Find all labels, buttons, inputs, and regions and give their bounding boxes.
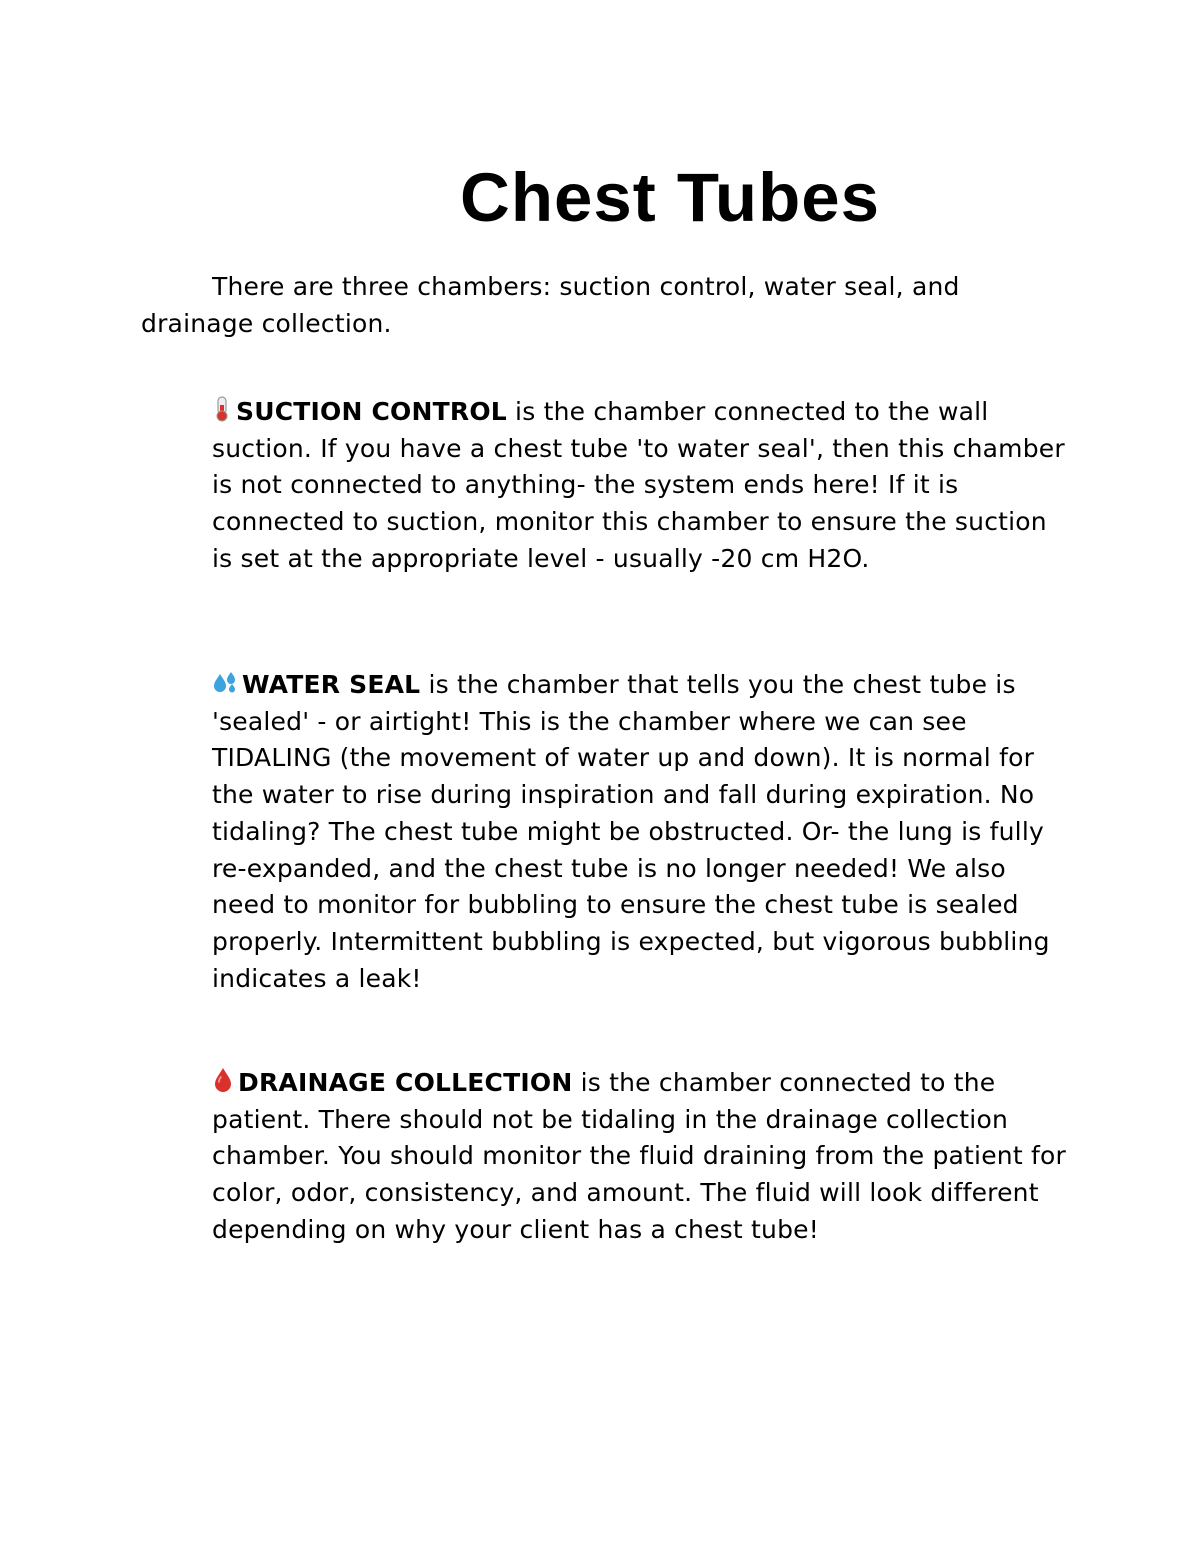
drainage-collection-text: is the chamber connected to the patient. There should not be tidaling in the drainage collection chamber. You should monitor the fluid draining from the patient for color, odor, consistency, and amount. The fluid will look different depending on why your client has a chest tube! — [212, 1068, 1066, 1244]
water-seal-heading: WATER SEAL — [242, 670, 421, 699]
drainage-collection-section — [212, 1065, 1072, 1249]
blood-drop-icon — [212, 1067, 234, 1093]
water-seal-text: is the chamber that tells you the chest tube is 'sealed' - or airtight! This is the chamber where we can see TIDALING (the movement of water up and down). It is normal for the water to rise during inspiration and fall during expiration. No tidaling? The chest tube might be obstructed. Or- the lung is fully re-expanded, and the chest tube is no longer needed! We also need to monitor for bubbling to ensure the chest tube is sealed properly. Intermittent bubbling is expected, but vigorous bubbling indicates a leak! — [212, 670, 1050, 993]
water-droplets-icon — [212, 671, 238, 695]
drainage-collection-heading: DRAINAGE COLLECTION — [238, 1068, 573, 1097]
page-title: Chest Tubes — [460, 159, 880, 236]
thermometer-icon — [212, 396, 232, 422]
water-seal-section — [212, 667, 1072, 997]
suction-control-heading: SUCTION CONTROL — [236, 397, 507, 426]
intro-paragraph: There are three chambers: suction control, water seal, and drainage collection. — [141, 272, 960, 338]
suction-control-section — [212, 394, 1072, 578]
suction-control-text: is the chamber connected to the wall suction. If you have a chest tube 'to water seal', then this chamber is not connected to anything- the system ends here! If it is connected to suction, monitor this chamber to ensure the suction is set at the appropriate level - usually -20 cm H2O. — [212, 397, 1065, 573]
